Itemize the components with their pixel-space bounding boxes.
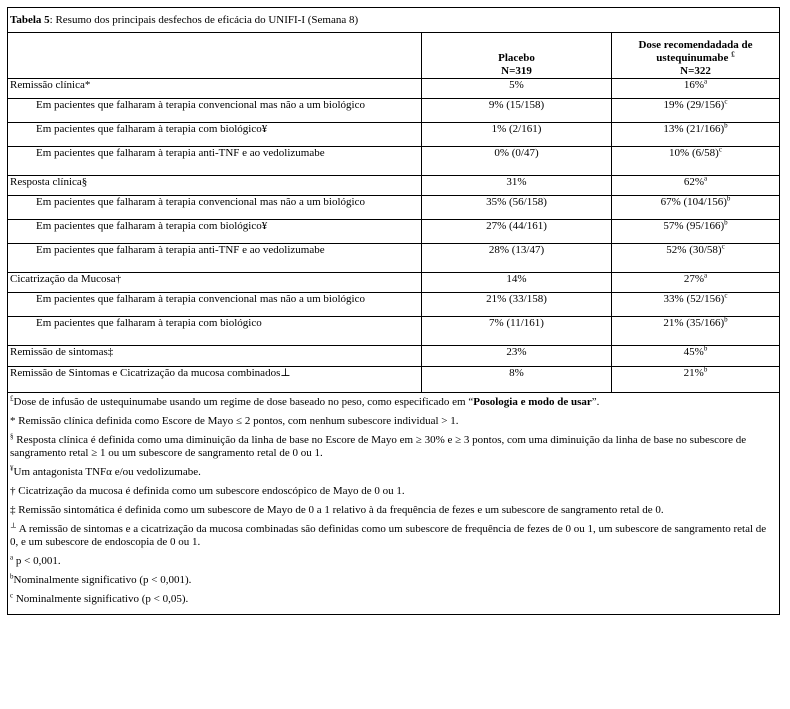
footnote [8, 463, 780, 482]
placebo-value: 1% (2/161) [422, 123, 612, 147]
dose-value: 19% $(29/156)^c$ [612, 99, 780, 123]
significance-marker: c [718, 145, 722, 154]
footnote-marker: ⊥ [10, 521, 17, 530]
table-row [8, 147, 780, 176]
header-dose-sup: £ [731, 50, 735, 59]
footnote-text-end: ”. [591, 396, 600, 408]
dose-value: 13% $(21/166)^b$ [612, 123, 780, 147]
table-row [8, 79, 780, 99]
placebo-value: 35% (56/158) [422, 196, 612, 220]
table-row [8, 293, 780, 317]
table-title [8, 8, 780, 33]
footnote [8, 431, 780, 463]
row-label: Resposta clínica§ [8, 176, 422, 196]
dose-value: 33% $(52/156)^c$ [612, 293, 780, 317]
table-body [8, 79, 780, 393]
header-placebo-label: Placebo [498, 52, 535, 64]
dose-value: 27%$^a$ [612, 273, 780, 293]
footnote-text: Resposta clínica é definida como uma diminuição da linha de base no Escore de Mayo em ≥ 30% e ≥ 3 pontos, com uma diminuição da linha de base no subescore de sangramento retal ≥ 1 ou um subescore de sangramento retal de 0 ou 1. [10, 434, 747, 459]
row-label: Em pacientes que falharam à terapia com biológico¥ [8, 123, 422, 147]
footnotes [8, 393, 780, 615]
footnote [8, 590, 780, 615]
footnote-marker: a [10, 553, 14, 562]
significance-marker: c [724, 291, 728, 300]
dose-value: 62%$^a$ [612, 176, 780, 196]
table-row [8, 176, 780, 196]
row-label: Em pacientes que falharam à terapia convencional mas não a um biológico [8, 293, 422, 317]
table-row [8, 196, 780, 220]
header-placebo [422, 33, 612, 79]
header-dose-label: Dose recomendadada de ustequinumabe [638, 39, 753, 64]
footnote-row [8, 412, 780, 431]
placebo-value: 0% (0/47) [422, 147, 612, 176]
footnote-row [8, 571, 780, 590]
footnote [8, 520, 780, 552]
footnote-row [8, 393, 780, 413]
header-dose [612, 33, 780, 79]
table-row [8, 123, 780, 147]
significance-marker: a [704, 271, 708, 280]
footnote-marker: £ [10, 394, 14, 403]
row-label: Em pacientes que falharam à terapia com biológico [8, 317, 422, 346]
footnote [8, 571, 780, 590]
placebo-value: 23% [422, 346, 612, 367]
footnote [8, 482, 780, 501]
row-label: Remissão de Sintomas e Cicatrização da mucosa combinados⊥ [8, 367, 422, 393]
table-row [8, 367, 780, 393]
footnote-row [8, 482, 780, 501]
footnote-row [8, 552, 780, 571]
header-empty-cell [8, 33, 422, 79]
row-label: Em pacientes que falharam à terapia convencional mas não a um biológico [8, 99, 422, 123]
footnote-text: Dose de infusão de ustequinumabe usando um regime de dose baseado no peso, como especificado em “ [13, 396, 474, 408]
significance-marker: a [704, 77, 708, 86]
significance-marker: a [704, 174, 708, 183]
placebo-value: 14% [422, 273, 612, 293]
placebo-value: 28% (13/47) [422, 244, 612, 273]
footnote [8, 501, 780, 520]
table-row [8, 99, 780, 123]
footnote-text: p < 0,001. [13, 555, 61, 567]
table-title-text: : Resumo dos principais desfechos de eficácia do UNIFI-I (Semana 8) [49, 13, 359, 26]
efficacy-table-document [7, 7, 779, 615]
significance-marker: b [724, 218, 728, 227]
dose-value: 45%$^b$ [612, 346, 780, 367]
table-title-label: Tabela 5 [10, 13, 50, 26]
footnote-row [8, 431, 780, 463]
footnote-text: Nominalmente significativo (p < 0,05). [13, 593, 189, 605]
footnote [8, 412, 780, 431]
placebo-value: 5% [422, 79, 612, 99]
row-label: Remissão de sintomas‡ [8, 346, 422, 367]
table-row [8, 273, 780, 293]
significance-marker: c [721, 242, 725, 251]
dose-value: 52% $(30/58)^c$ [612, 244, 780, 273]
row-label: Em pacientes que falharam à terapia anti-TNF e ao vedolizumabe [8, 147, 422, 176]
significance-marker: b [703, 344, 708, 353]
header-dose-n: N=322 [680, 65, 711, 77]
table-row [8, 244, 780, 273]
footnote-text: † Cicatrização da mucosa é definida como um subescore endoscópico de Mayo de 0 ou 1. [10, 485, 405, 497]
placebo-value: 27% (44/161) [422, 220, 612, 244]
dose-value: 16%$^a$ [612, 79, 780, 99]
footnote-text: Um antagonista TNFα e/ou vedolizumabe. [13, 466, 201, 478]
row-label: Cicatrização da Mucosa† [8, 273, 422, 293]
footnote-marker: ¥ [10, 464, 14, 473]
dose-value: 10% $(6/58)^c$ [612, 147, 780, 176]
footnote-row [8, 590, 780, 615]
footnote-text: * Remissão clínica definida como Escore de Mayo ≤ 2 pontos, com nenhum subescore individual > 1. [10, 415, 459, 427]
row-label: Em pacientes que falharam à terapia com biológico¥ [8, 220, 422, 244]
placebo-value: 8% [422, 367, 612, 393]
row-label: Em pacientes que falharam à terapia convencional mas não a um biológico [8, 196, 422, 220]
footnote [8, 552, 780, 571]
footnote-row [8, 463, 780, 482]
footnote-row [8, 520, 780, 552]
dose-value: 21% $(35/166)^b$ [612, 317, 780, 346]
placebo-value: 7% (11/161) [422, 317, 612, 346]
significance-marker: b [703, 365, 708, 374]
footnote-marker: b [10, 572, 14, 581]
dose-value: 67% $(104/156)^b$ [612, 196, 780, 220]
table-row [8, 220, 780, 244]
efficacy-table [7, 7, 780, 615]
significance-marker: b [724, 315, 728, 324]
row-label: Remissão clínica* [8, 79, 422, 99]
footnote-row [8, 501, 780, 520]
header-placebo-n: N=319 [501, 65, 532, 77]
placebo-value: 31% [422, 176, 612, 196]
table-row [8, 317, 780, 346]
placebo-value: 21% (33/158) [422, 293, 612, 317]
placebo-value: 9% (15/158) [422, 99, 612, 123]
footnote-text: Nominalmente significativo (p < 0,001). [13, 574, 192, 586]
table-row [8, 346, 780, 367]
row-label: Em pacientes que falharam à terapia anti-TNF e ao vedolizumabe [8, 244, 422, 273]
footnote-text: A remissão de sintomas e a cicatrização da mucosa combinadas são definidas como um subescore de frequência de fezes de 0 ou 1, um subescore de sangramento retal de 0, e um subescore de endoscopia de 0 ou 1. [10, 523, 767, 548]
significance-marker: b [726, 194, 731, 203]
footnote [8, 393, 780, 413]
significance-marker: b [724, 121, 728, 130]
dose-value: 21%$^b$ [612, 367, 780, 393]
footnote-marker: § [10, 432, 14, 441]
footnote-bold: Posologia e modo de usar [473, 396, 592, 408]
significance-marker: c [724, 97, 728, 106]
footnote-text: ‡ Remissão sintomática é definida como um subescore de Mayo de 0 a 1 relativo à da frequência de fezes e um subescore de sangramento retal de 0. [10, 504, 664, 516]
dose-value: 57% $(95/166)^b$ [612, 220, 780, 244]
footnote-marker: c [10, 591, 14, 600]
